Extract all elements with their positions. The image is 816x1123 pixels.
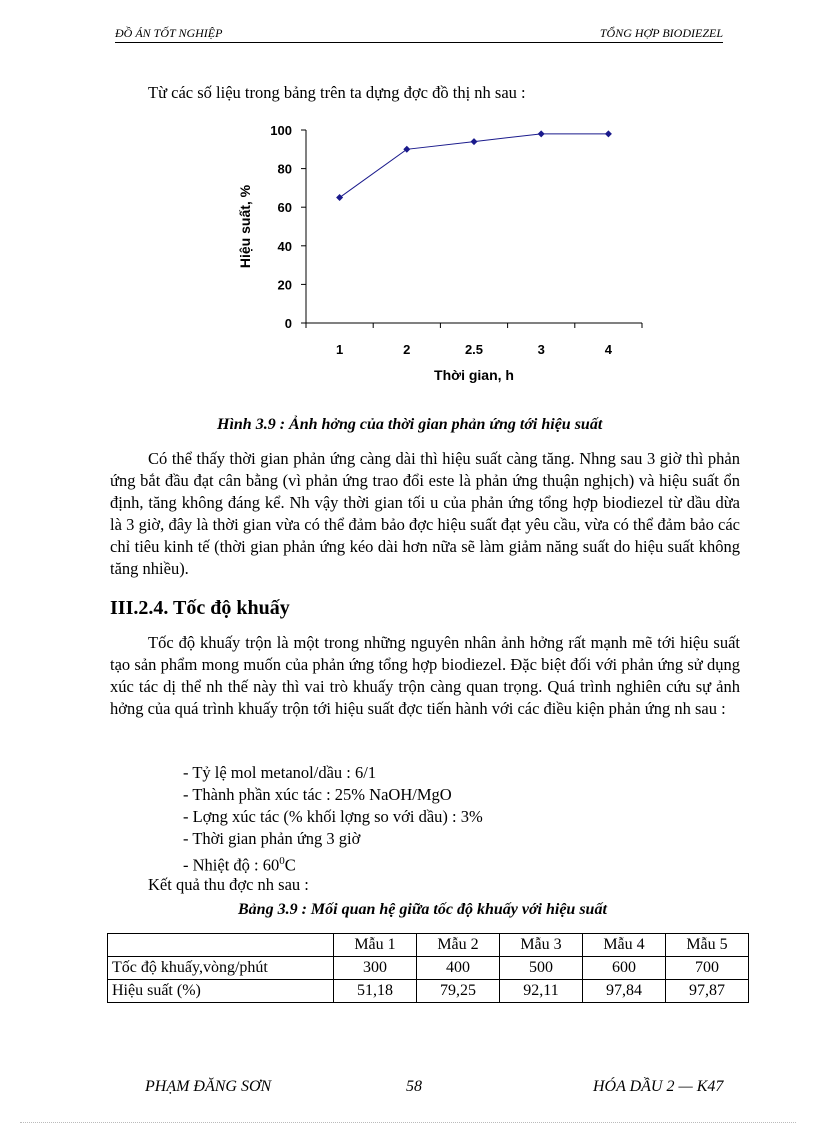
x-axis-label: Thời gian, h — [434, 367, 514, 383]
x-tick-label: 1 — [335, 342, 344, 357]
x-tick-label: 2.5 — [464, 342, 484, 357]
table-header-cell — [108, 934, 334, 957]
line-chart — [230, 118, 660, 398]
footer-page-number: 58 — [406, 1078, 422, 1095]
table-row — [108, 980, 749, 1003]
y-tick-label: 100 — [270, 123, 292, 138]
x-tick-label: 3 — [537, 342, 545, 357]
table-cell: 51,18 — [334, 980, 417, 1003]
header-left: ĐỒ ÁN TỐT NGHIỆP — [115, 26, 223, 40]
paragraph-time-effect: Có thể thấy thời gian phản ứng càng dài thì hiệu suất càng tăng. Nhng sau 3 giờ thì phản ứng bắt đầu đạt cân bằng (vì phản ứng trao đổi este là phản ứng thuận nghịch) và hiệu suất ổn định, tăng không đáng kể. Nh vậy thời gian tối u của phản ứng tổng hợp biodiezel từ dầu dừa là 3 giờ, đây là thời gian vừa có thể đảm bảo đợc hiệu suất đạt yêu cầu, vừa có thể đảm bảo các chỉ tiêu kinh tế (thời gian phản ứng kéo dài hơn nữa sẽ làm giảm năng suất do hiệu suất không tăng nhiều). — [110, 449, 740, 578]
footer-class: HÓA DẦU 2 — K47 — [593, 1078, 724, 1095]
table-header-cell: Mẫu 5 — [666, 934, 749, 957]
table-cell: 92,11 — [500, 980, 583, 1003]
chart-svg — [230, 118, 660, 398]
y-tick-label: 80 — [277, 161, 292, 177]
condition-item: - Thành phần xúc tác : 25% NaOH/MgO — [183, 785, 452, 804]
intro-text: Từ các số liệu trong bảng trên ta dựng đợc đồ thị nh sau : — [148, 83, 526, 102]
x-tick-label: 2 — [403, 342, 411, 357]
data-point — [605, 130, 612, 137]
table-header-cell: Mẫu 1 — [334, 934, 417, 957]
table-cell: Hiệu suất (%) — [108, 980, 334, 1003]
table-cell: 97,87 — [666, 980, 749, 1003]
section-heading: III.2.4. Tốc độ khuấy — [110, 597, 290, 619]
table-header-cell: Mẫu 4 — [583, 934, 666, 957]
table-caption: Bảng 3.9 : Mối quan hệ giữa tốc độ khuấy với hiệu suất — [238, 901, 607, 918]
table-cell: 79,25 — [417, 980, 500, 1003]
y-axis-label: Hiệu suất, % — [237, 184, 253, 269]
table-header-row — [108, 934, 749, 957]
x-tick-label: 4 — [604, 342, 613, 357]
y-tick-label: 60 — [277, 200, 292, 216]
y-tick-label: 40 — [277, 238, 292, 254]
y-tick-label: 0 — [284, 316, 292, 331]
temp-superscript: 0 — [279, 855, 285, 867]
paragraph-stirring: Tốc độ khuấy trộn là một trong những nguyên nhân ảnh hởng rất mạnh mẽ tới hiệu suất tạo sản phẩm mong muốn của phản ứng tổng hợp biodiezel. Đặc biệt đối với phản ứng sử dụng xúc tác dị thể nh thế này thì vai trò khuấy trộn càng quan trọng. Quá trình nghiên cứu sự ảnh hởng của quá trình khuấy trộn tới hiệu suất đợc tiến hành với các điều kiện phản ứng nh sau : — [110, 633, 740, 718]
page-header — [115, 28, 723, 43]
data-point — [403, 146, 410, 153]
data-point — [336, 194, 343, 201]
condition-item: - Tỷ lệ mol metanol/dầu : 6/1 — [183, 763, 377, 782]
table-header-cell: Mẫu 3 — [500, 934, 583, 957]
results-table — [107, 933, 749, 1003]
table-cell: 400 — [417, 957, 500, 980]
figure-caption: Hình 3.9 : Ảnh hởng của thời gian phản ứng tới hiệu suất — [217, 416, 603, 433]
table-cell: 500 — [500, 957, 583, 980]
table-cell: 97,84 — [583, 980, 666, 1003]
data-point — [471, 138, 478, 145]
condition-item-temperature — [183, 850, 296, 877]
temp-prefix: - Nhiệt độ : 60 — [183, 855, 280, 875]
table-cell: Tốc độ khuấy,vòng/phút — [108, 957, 334, 980]
header-right: TỔNG HỢP BIODIEZEL — [599, 26, 723, 40]
footer-author: PHẠM ĐĂNG SƠN — [145, 1078, 272, 1095]
table-cell: 700 — [666, 957, 749, 980]
condition-item: - Lợng xúc tác (% khối lợng so với dầu) : 3% — [183, 807, 483, 826]
table-row — [108, 957, 749, 980]
data-point — [538, 130, 545, 137]
result-text: Kết quả thu đợc nh sau : — [148, 875, 309, 894]
table-cell: 300 — [334, 957, 417, 980]
condition-item: - Thời gian phản ứng 3 giờ — [183, 829, 361, 848]
temp-unit: C — [284, 855, 296, 875]
y-tick-label: 20 — [277, 277, 292, 293]
table-header-cell: Mẫu 2 — [417, 934, 500, 957]
table-cell: 600 — [583, 957, 666, 980]
